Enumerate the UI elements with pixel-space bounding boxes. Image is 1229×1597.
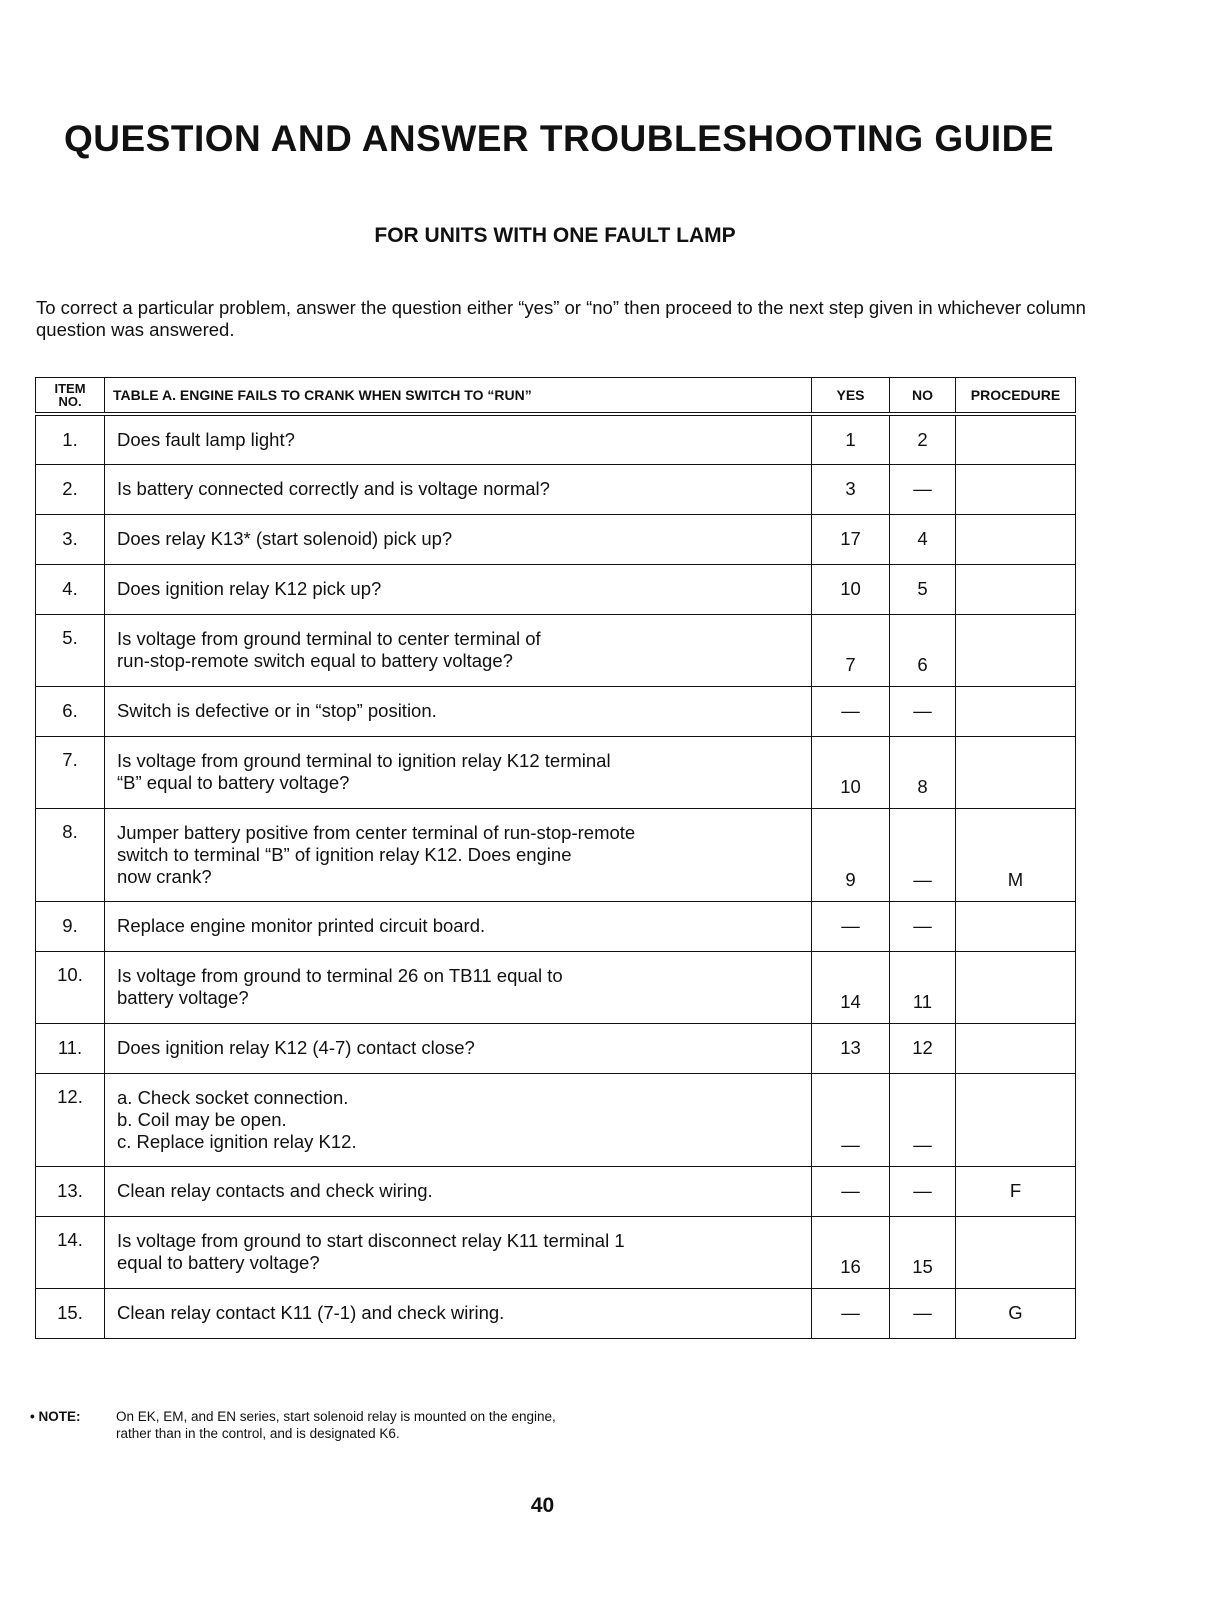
no-value: 2 bbox=[890, 414, 956, 464]
yes-value: 7 bbox=[812, 614, 890, 686]
item-description bbox=[105, 951, 812, 1023]
item-number: 6. bbox=[36, 686, 105, 736]
header-yes: YES bbox=[812, 378, 890, 415]
no-value: 8 bbox=[890, 736, 956, 808]
item-description bbox=[105, 614, 812, 686]
procedure-value: M bbox=[956, 808, 1076, 901]
table-header-row bbox=[36, 378, 1076, 415]
description-line: Replace engine monitor printed circuit board. bbox=[117, 915, 486, 936]
page-number: 40 bbox=[530, 1494, 555, 1517]
header-no-label: NO. bbox=[58, 394, 82, 409]
item-number: 10. bbox=[36, 951, 105, 1023]
yes-value: — bbox=[812, 1166, 890, 1216]
header-item-no bbox=[36, 378, 105, 415]
procedure-value bbox=[956, 564, 1076, 614]
no-value: — bbox=[890, 686, 956, 736]
procedure-value bbox=[956, 686, 1076, 736]
yes-value: — bbox=[812, 901, 890, 951]
item-number: 5. bbox=[36, 614, 105, 686]
procedure-value bbox=[956, 614, 1076, 686]
item-description bbox=[105, 1288, 812, 1338]
yes-value: — bbox=[812, 686, 890, 736]
item-description bbox=[105, 1216, 812, 1288]
table-row bbox=[36, 1288, 1076, 1338]
description-line: “B” equal to battery voltage? bbox=[117, 772, 350, 793]
item-number: 12. bbox=[36, 1073, 105, 1166]
description-line: Is voltage from ground terminal to ignition relay K12 terminal bbox=[117, 750, 611, 771]
item-description bbox=[105, 736, 812, 808]
description-line: run-stop-remote switch equal to battery voltage? bbox=[117, 650, 513, 671]
no-value: — bbox=[890, 901, 956, 951]
procedure-value bbox=[956, 1073, 1076, 1166]
no-value: 11 bbox=[890, 951, 956, 1023]
yes-value: — bbox=[812, 1073, 890, 1166]
procedure-value bbox=[956, 951, 1076, 1023]
description-line: Does ignition relay K12 (4-7) contact close? bbox=[117, 1037, 475, 1058]
yes-value: — bbox=[812, 1288, 890, 1338]
page-title: QUESTION AND ANSWER TROUBLESHOOTING GUIDE bbox=[64, 118, 1055, 159]
table-row bbox=[36, 686, 1076, 736]
procedure-value: F bbox=[956, 1166, 1076, 1216]
note-line: On EK, EM, and EN series, start solenoid relay is mounted on the engine, bbox=[116, 1409, 556, 1424]
no-value: — bbox=[890, 808, 956, 901]
description-line: Is voltage from ground to terminal 26 on TB11 equal to bbox=[117, 965, 563, 986]
item-number: 14. bbox=[36, 1216, 105, 1288]
footnote bbox=[30, 1408, 556, 1442]
yes-value: 3 bbox=[812, 464, 890, 514]
procedure-value bbox=[956, 514, 1076, 564]
procedure-value bbox=[956, 1216, 1076, 1288]
table-row bbox=[36, 1166, 1076, 1216]
no-value: — bbox=[890, 1288, 956, 1338]
no-value: — bbox=[890, 1073, 956, 1166]
table-row bbox=[36, 614, 1076, 686]
yes-value: 16 bbox=[812, 1216, 890, 1288]
table-row bbox=[36, 808, 1076, 901]
table-row bbox=[36, 464, 1076, 514]
procedure-value bbox=[956, 901, 1076, 951]
description-line: Is voltage from ground to start disconnect relay K11 terminal 1 bbox=[117, 1230, 625, 1251]
description-line: switch to terminal “B” of ignition relay K12. Does engine bbox=[117, 843, 572, 865]
header-procedure: PROCEDURE bbox=[956, 378, 1076, 415]
no-value: 12 bbox=[890, 1023, 956, 1073]
table-row bbox=[36, 1216, 1076, 1288]
yes-value: 14 bbox=[812, 951, 890, 1023]
page-subtitle: FOR UNITS WITH ONE FAULT LAMP bbox=[374, 224, 736, 247]
item-description bbox=[105, 1023, 812, 1073]
item-description bbox=[105, 901, 812, 951]
item-number: 1. bbox=[36, 414, 105, 464]
item-description bbox=[105, 1166, 812, 1216]
note-line: rather than in the control, and is designated K6. bbox=[116, 1426, 400, 1441]
item-number: 13. bbox=[36, 1166, 105, 1216]
procedure-value: G bbox=[956, 1288, 1076, 1338]
table-row bbox=[36, 514, 1076, 564]
yes-value: 13 bbox=[812, 1023, 890, 1073]
description-line: equal to battery voltage? bbox=[117, 1252, 320, 1273]
yes-value: 17 bbox=[812, 514, 890, 564]
no-value: — bbox=[890, 1166, 956, 1216]
no-value: 5 bbox=[890, 564, 956, 614]
header-item-label: ITEM bbox=[54, 381, 86, 396]
description-line: a. Check socket connection. bbox=[117, 1086, 349, 1108]
item-description bbox=[105, 686, 812, 736]
description-line: battery voltage? bbox=[117, 987, 249, 1008]
table-row bbox=[36, 564, 1076, 614]
no-value: — bbox=[890, 464, 956, 514]
yes-value: 1 bbox=[812, 414, 890, 464]
item-description bbox=[105, 514, 812, 564]
item-number: 8. bbox=[36, 808, 105, 901]
description-line: Jumper battery positive from center terminal of run-stop-remote bbox=[117, 821, 636, 843]
note-text bbox=[116, 1408, 556, 1442]
table-body bbox=[36, 414, 1076, 1338]
item-number: 3. bbox=[36, 514, 105, 564]
yes-value: 10 bbox=[812, 736, 890, 808]
item-description bbox=[105, 564, 812, 614]
item-number: 4. bbox=[36, 564, 105, 614]
item-description bbox=[105, 808, 812, 901]
description-line: Clean relay contacts and check wiring. bbox=[117, 1180, 433, 1201]
description-line: Does fault lamp light? bbox=[117, 428, 295, 450]
header-no: NO bbox=[890, 378, 956, 415]
no-value: 4 bbox=[890, 514, 956, 564]
description-line: Is voltage from ground terminal to center terminal of bbox=[117, 628, 541, 649]
item-description bbox=[105, 1073, 812, 1166]
item-number: 15. bbox=[36, 1288, 105, 1338]
table-row bbox=[36, 1023, 1076, 1073]
table-row bbox=[36, 951, 1076, 1023]
description-line: Does relay K13* (start solenoid) pick up? bbox=[117, 528, 453, 549]
description-line: Clean relay contact K11 (7-1) and check wiring. bbox=[117, 1302, 505, 1323]
description-line: Is battery connected correctly and is voltage normal? bbox=[117, 478, 550, 499]
description-line: now crank? bbox=[117, 865, 212, 887]
table-row bbox=[36, 1073, 1076, 1166]
troubleshooting-table bbox=[35, 377, 1076, 1339]
description-line: b. Coil may be open. bbox=[117, 1108, 287, 1130]
procedure-value bbox=[956, 1023, 1076, 1073]
intro-paragraph: To correct a particular problem, answer the question either “yes” or “no” then proceed to the next step given in whichever column question was answered. bbox=[36, 297, 1086, 340]
procedure-value bbox=[956, 736, 1076, 808]
description-line: c. Replace ignition relay K12. bbox=[117, 1130, 357, 1152]
procedure-value bbox=[956, 464, 1076, 514]
yes-value: 9 bbox=[812, 808, 890, 901]
header-description: TABLE A. ENGINE FAILS TO CRANK WHEN SWITCH TO “RUN” bbox=[105, 378, 812, 415]
item-number: 9. bbox=[36, 901, 105, 951]
table-row bbox=[36, 736, 1076, 808]
procedure-value bbox=[956, 414, 1076, 464]
no-value: 6 bbox=[890, 614, 956, 686]
note-label: • NOTE: bbox=[30, 1409, 81, 1424]
item-number: 11. bbox=[36, 1023, 105, 1073]
table-row bbox=[36, 414, 1076, 464]
no-value: 15 bbox=[890, 1216, 956, 1288]
item-number: 7. bbox=[36, 736, 105, 808]
item-number: 2. bbox=[36, 464, 105, 514]
item-description bbox=[105, 414, 812, 464]
description-line: Switch is defective or in “stop” position. bbox=[117, 700, 437, 721]
table-row bbox=[36, 901, 1076, 951]
item-description bbox=[105, 464, 812, 514]
yes-value: 10 bbox=[812, 564, 890, 614]
description-line: Does ignition relay K12 pick up? bbox=[117, 578, 382, 599]
